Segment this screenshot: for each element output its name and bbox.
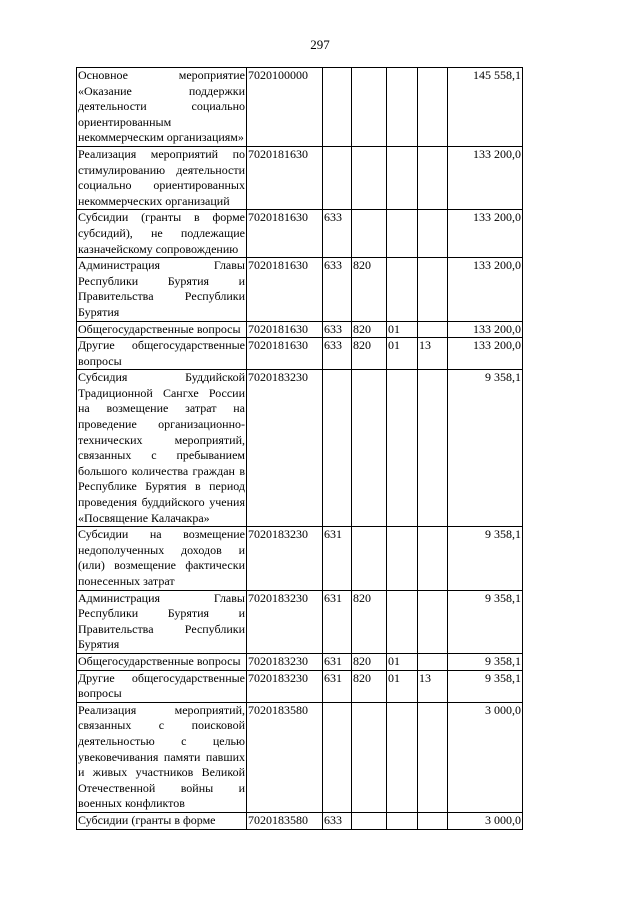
subsection-code — [418, 210, 448, 258]
section-code: 01 — [387, 321, 418, 338]
expense-type-code — [323, 146, 352, 209]
subsection-code — [418, 653, 448, 670]
target-article-code: 7020181630 — [247, 146, 323, 209]
subsection-code — [418, 146, 448, 209]
row-name: Общегосударственные вопросы — [77, 653, 247, 670]
table-row — [77, 210, 523, 258]
table-row — [77, 702, 523, 812]
row-name: Субсидия Буддийской Традиционной Сангхе России на возмещение затрат на проведение организационно-технических мероприятий, связанных с пребыванием большого количества граждан в Республике Бурятия в период проведения буддийского учения «Посвящение Калачакра» — [77, 370, 247, 527]
target-article-code: 7020183230 — [247, 527, 323, 590]
expense-type-code: 633 — [323, 321, 352, 338]
section-code — [387, 702, 418, 812]
expense-type-code — [323, 370, 352, 527]
section-code — [387, 370, 418, 527]
administrator-code — [352, 527, 387, 590]
section-code: 01 — [387, 653, 418, 670]
amount: 133 200,0 — [448, 146, 523, 209]
amount: 9 358,1 — [448, 670, 523, 702]
amount: 9 358,1 — [448, 590, 523, 653]
table-row — [77, 146, 523, 209]
target-article-code: 7020183580 — [247, 702, 323, 812]
budget-table — [76, 67, 523, 830]
table-row — [77, 338, 523, 370]
subsection-code — [418, 812, 448, 829]
amount: 133 200,0 — [448, 258, 523, 321]
table-row — [77, 527, 523, 590]
row-name: Общегосударственные вопросы — [77, 321, 247, 338]
target-article-code: 7020183230 — [247, 653, 323, 670]
administrator-code: 820 — [352, 258, 387, 321]
administrator-code: 820 — [352, 653, 387, 670]
row-name: Реализация мероприятий по стимулированию деятельности социально ориентированных некоммерческих организаций — [77, 146, 247, 209]
administrator-code: 820 — [352, 321, 387, 338]
expense-type-code: 631 — [323, 590, 352, 653]
expense-type-code: 633 — [323, 338, 352, 370]
subsection-code — [418, 370, 448, 527]
amount: 133 200,0 — [448, 321, 523, 338]
administrator-code — [352, 812, 387, 829]
target-article-code: 7020181630 — [247, 258, 323, 321]
administrator-code — [352, 210, 387, 258]
row-name: Администрация Главы Республики Бурятия и Правительства Республики Бурятия — [77, 258, 247, 321]
page-number: 297 — [310, 37, 330, 52]
amount: 9 358,1 — [448, 527, 523, 590]
amount: 3 000,0 — [448, 702, 523, 812]
administrator-code — [352, 370, 387, 527]
row-name: Субсидии (гранты в форме субсидий), не подлежащие казначейскому сопровождению — [77, 210, 247, 258]
expense-type-code: 631 — [323, 527, 352, 590]
administrator-code — [352, 146, 387, 209]
table-row — [77, 258, 523, 321]
amount: 9 358,1 — [448, 653, 523, 670]
administrator-code — [352, 68, 387, 147]
amount: 133 200,0 — [448, 338, 523, 370]
subsection-code — [418, 590, 448, 653]
section-code — [387, 258, 418, 321]
amount: 3 000,0 — [448, 812, 523, 829]
administrator-code: 820 — [352, 338, 387, 370]
subsection-code — [418, 321, 448, 338]
section-code: 01 — [387, 338, 418, 370]
row-name: Другие общегосударственные вопросы — [77, 338, 247, 370]
target-article-code: 7020181630 — [247, 338, 323, 370]
row-name: Субсидии (гранты в форме — [77, 812, 247, 829]
budget-table-body — [77, 68, 523, 830]
table-row — [77, 590, 523, 653]
section-code — [387, 590, 418, 653]
subsection-code: 13 — [418, 338, 448, 370]
amount: 145 558,1 — [448, 68, 523, 147]
row-name: Администрация Главы Республики Бурятия и Правительства Республики Бурятия — [77, 590, 247, 653]
target-article-code: 7020183230 — [247, 670, 323, 702]
section-code — [387, 146, 418, 209]
target-article-code: 7020181630 — [247, 321, 323, 338]
administrator-code: 820 — [352, 670, 387, 702]
section-code — [387, 527, 418, 590]
section-code — [387, 210, 418, 258]
target-article-code: 7020183230 — [247, 590, 323, 653]
table-row — [77, 653, 523, 670]
row-name: Основное мероприятие «Оказание поддержки деятельности социально ориентированным некоммерческим организациям» — [77, 68, 247, 147]
target-article-code: 7020100000 — [247, 68, 323, 147]
amount: 133 200,0 — [448, 210, 523, 258]
section-code — [387, 812, 418, 829]
expense-type-code: 633 — [323, 812, 352, 829]
target-article-code: 7020181630 — [247, 210, 323, 258]
row-name: Субсидии на возмещение недополученных доходов и (или) возмещение фактически понесенных затрат — [77, 527, 247, 590]
expense-type-code: 633 — [323, 210, 352, 258]
administrator-code: 820 — [352, 590, 387, 653]
subsection-code — [418, 68, 448, 147]
administrator-code — [352, 702, 387, 812]
subsection-code — [418, 702, 448, 812]
section-code: 01 — [387, 670, 418, 702]
table-row — [77, 670, 523, 702]
expense-type-code: 631 — [323, 653, 352, 670]
amount: 9 358,1 — [448, 370, 523, 527]
expense-type-code: 631 — [323, 670, 352, 702]
row-name: Другие общегосударственные вопросы — [77, 670, 247, 702]
expense-type-code: 633 — [323, 258, 352, 321]
target-article-code: 7020183580 — [247, 812, 323, 829]
subsection-code — [418, 527, 448, 590]
expense-type-code — [323, 702, 352, 812]
subsection-code — [418, 258, 448, 321]
target-article-code: 7020183230 — [247, 370, 323, 527]
section-code — [387, 68, 418, 147]
table-row — [77, 321, 523, 338]
table-row — [77, 812, 523, 829]
expense-type-code — [323, 68, 352, 147]
table-row — [77, 68, 523, 147]
row-name: Реализация мероприятий, связанных с поисковой деятельностью с целью увековечивания памяти павших и живых участников Великой Отечественной войны и военных конфликтов — [77, 702, 247, 812]
subsection-code: 13 — [418, 670, 448, 702]
table-row — [77, 370, 523, 527]
